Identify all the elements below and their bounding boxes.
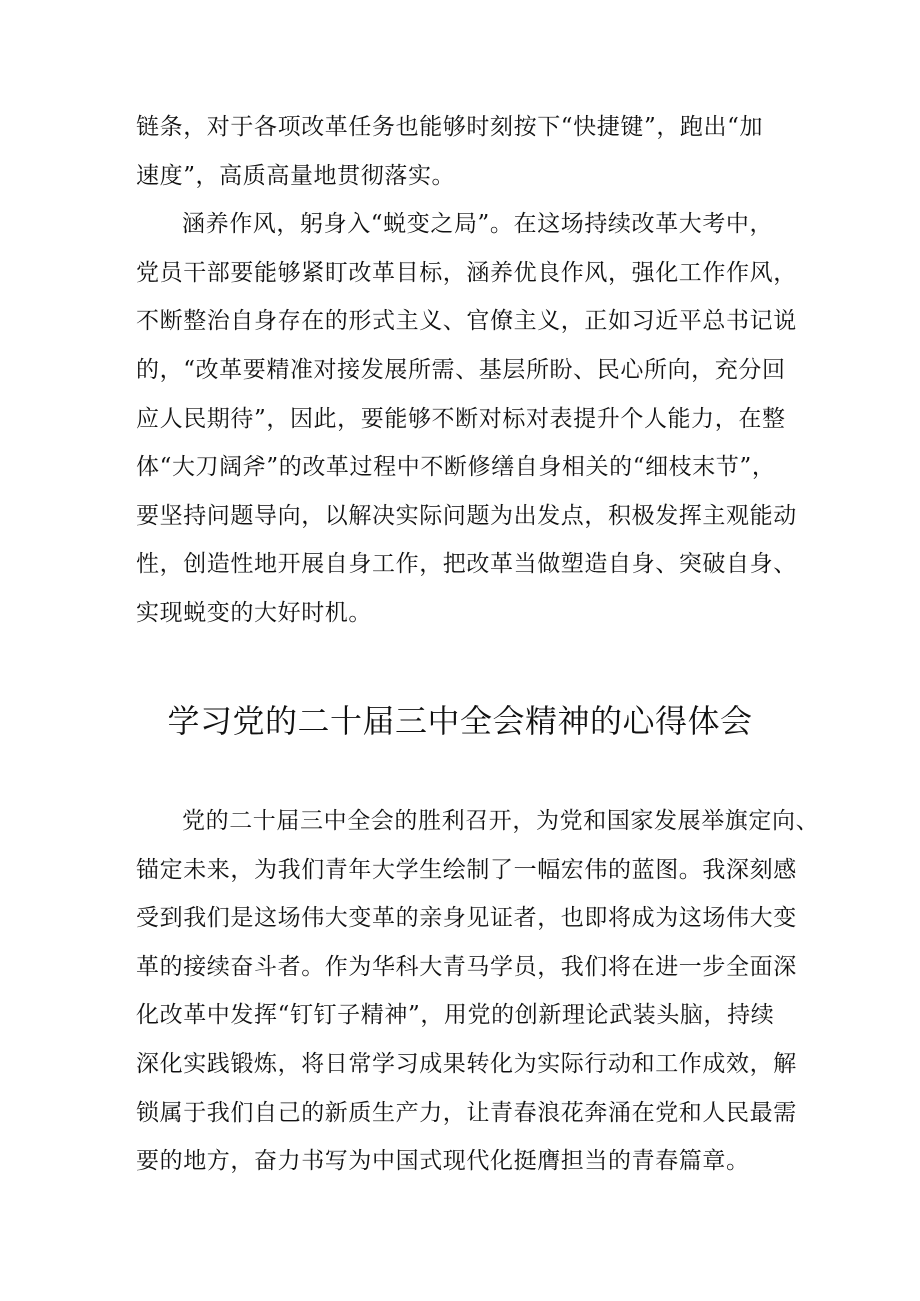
text-line: 链条，对于各项改革任务也能够时刻按下“快捷键”，跑出“加 xyxy=(136,114,764,140)
text-line: 应人民期待”，因此，要能够不断对标对表提升个人能力，在整 xyxy=(136,405,786,432)
paragraph-plenum xyxy=(136,797,820,1186)
article-title: 学习党的二十届三中全会精神的心得体会 xyxy=(167,702,753,740)
top-text-section xyxy=(136,103,796,638)
paragraph-cultivate-style xyxy=(136,200,796,637)
text-line: 的，“改革要精准对接发展所需、基层所盼、民心所向，充分回 xyxy=(136,356,786,383)
text-line: 党的二十届三中全会的胜利召开，为党和国家发展举旗定向、 xyxy=(182,808,820,834)
text-line: 化改革中发挥“钉钉子精神”，用党的创新理论武装头脑，持续 xyxy=(136,1002,775,1029)
text-line: 革的接续奋斗者。作为华科大青马学员，我们将在进一步全面深 xyxy=(136,953,797,980)
text-line: 体“大刀阔斧”的改革过程中不断修缮自身相关的“细枝末节”， xyxy=(136,454,776,481)
text-line: 锁属于我们自己的新质生产力，让青春浪花奔涌在党和人民最需 xyxy=(136,1099,797,1126)
bottom-text-section xyxy=(136,797,820,1186)
text-line: 要的地方，奋力书写为中国式现代化挺膺担当的青春篇章。 xyxy=(136,1148,750,1175)
text-line: 党员干部要能够紧盯改革目标，涵养优良作风，强化工作作风， xyxy=(136,259,797,286)
text-line: 要坚持问题导向，以解决实际问题为出发点，积极发挥主观能动 xyxy=(136,502,797,529)
text-line: 锚定未来，为我们青年大学生绘制了一幅宏伟的蓝图。我深刻感 xyxy=(136,856,797,883)
paragraph-continuation xyxy=(136,103,796,200)
text-line: 性，创造性地开展自身工作，把改革当做塑造自身、突破自身、 xyxy=(136,551,797,578)
text-line: 涵养作风，躬身入“蜕变之局”。在这场持续改革大考中， xyxy=(182,211,774,238)
text-line: 不断整治自身存在的形式主义、官僚主义，正如习近平总书记说 xyxy=(136,308,797,335)
text-line: 速度”，高质高量地贯彻落实。 xyxy=(136,162,456,189)
text-line: 受到我们是这场伟大变革的亲身见证者，也即将成为这场伟大变 xyxy=(136,905,797,932)
text-line: 实现蜕变的大好时机。 xyxy=(136,599,372,626)
text-line: 深化实践锻炼，将日常学习成果转化为实际行动和工作成效，解 xyxy=(136,1050,797,1077)
